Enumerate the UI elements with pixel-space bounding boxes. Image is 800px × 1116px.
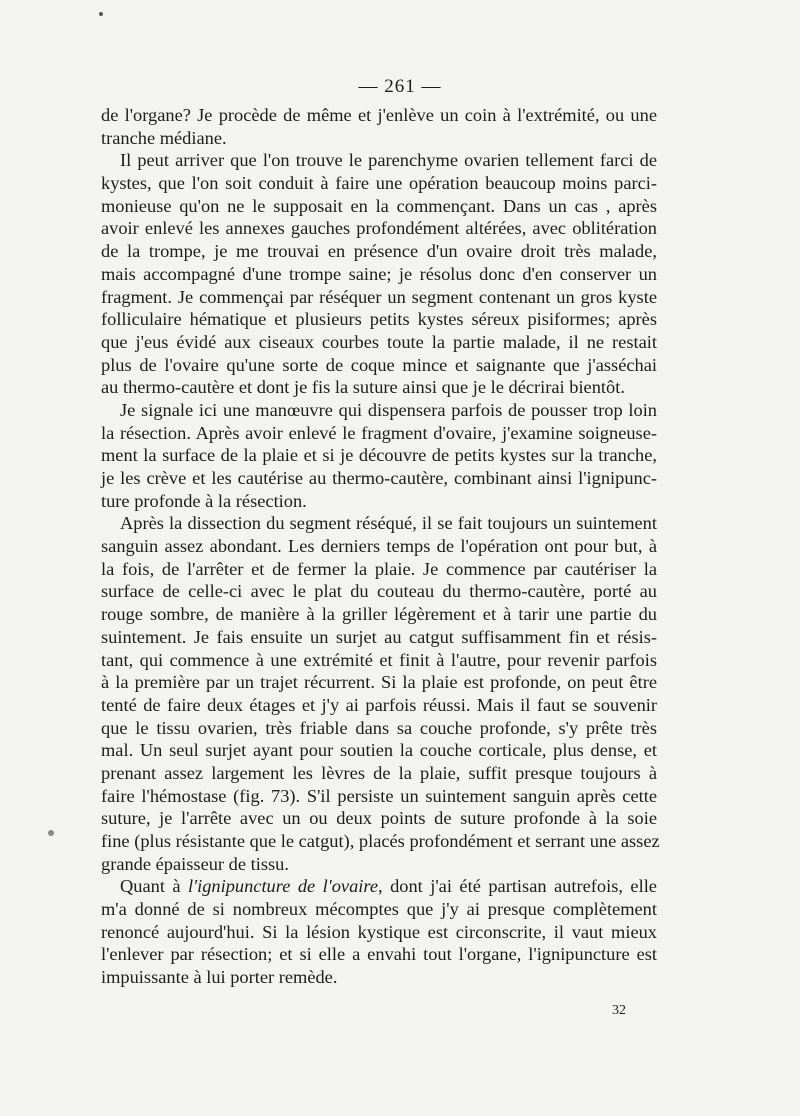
text-line: tenté de faire deux étages et j'y ai parfois réussi. Mais il faut se souvenir: [101, 694, 657, 715]
text-line: renoncé aujourd'hui. Si la lésion kystique est circonscrite, il vaut mieux: [101, 921, 657, 942]
text-line: grande épaisseur de tissu.: [101, 853, 289, 874]
text-line: m'a donné de si nombreux mécomptes que j'y ai presque complètement: [101, 899, 657, 920]
text-line: prenant assez largement les lèvres de la plaie, suffit presque toujours à: [101, 762, 657, 783]
text-line: folliculaire hématique et plusieurs petits kystes séreux pisiformes; après: [101, 309, 657, 330]
text-line: faire l'hémostase (fig. 73). S'il persiste un suintement sanguin après cette: [101, 785, 657, 806]
text-line: à la première par un trajet récurrent. Si la plaie est profonde, on peut être: [101, 672, 657, 693]
paragraph-start: Je signale ici une manœuvre qui dispensera parfois de pousser trop loin: [120, 399, 657, 420]
text-line: que le tissu ovarien, très friable dans sa couche profonde, s'y prête très: [101, 717, 657, 738]
text-line: kystes, que l'on soit conduit à faire une opération beaucoup moins parci-: [101, 173, 657, 194]
text-line: rouge sombre, de manière à la griller légèrement et à tarir une partie du: [101, 604, 657, 625]
text-line: au thermo-cautère et dont je fis la suture ainsi que je le décrirai bientôt.: [101, 377, 625, 398]
text-line: suture, je l'arrête avec un ou deux points de suture profonde à la soie: [101, 808, 657, 829]
text-line: monieuse qu'on ne le supposait en la commençant. Dans un cas , après: [101, 195, 657, 216]
text-line: fine (plus résistante que le catgut), placés profondément et serrant une assez: [101, 831, 660, 851]
text-line: avoir enlevé les annexes gauches profondément altérées, avec oblitération: [101, 218, 657, 239]
text-line: de la trompe, je me trouvai en présence d'un ovaire droit très malade,: [101, 241, 657, 262]
text-line: suintement. Je fais ensuite un surjet au catgut suffisamment fin et résis-: [101, 626, 657, 647]
paragraph-start: Après la dissection du segment réséqué, il se fait toujours un suintement: [120, 513, 657, 534]
text-line: surface de celle-ci avec le plat du couteau du thermo-cautère, porté au: [101, 581, 657, 602]
text-fragment: , dont j'ai été partisan autrefois, elle: [378, 876, 657, 897]
text-line: tranche médiane.: [101, 127, 227, 148]
paragraph-start: Il peut arriver que l'on trouve le parenchyme ovarien tellement farci de: [120, 150, 657, 171]
body-text: [101, 104, 660, 989]
text-line: ture profonde à la résection.: [101, 490, 307, 511]
text-fragment: Quant à: [120, 876, 189, 897]
ink-speck: [48, 830, 54, 836]
text-line: plus de l'ovaire qu'une sorte de coque mince et saignante que j'asséchai: [101, 354, 657, 375]
paragraph-start: [101, 875, 657, 898]
text-line: de l'organe? Je procède de même et j'enlève un coin à l'extrémité, ou une: [101, 105, 657, 125]
text-line: l'enlever par résection; et si elle a envahi tout l'organe, l'ignipuncture est: [101, 944, 657, 965]
text-line: ment la surface de la plaie et si je découvre de petits kystes sur la tranche,: [101, 445, 657, 466]
text-line: fragment. Je commençai par réséquer un segment contenant un gros kyste: [101, 286, 657, 307]
text-line: la fois, de l'arrêter et de fermer la plaie. Je commence par cautériser la: [101, 558, 657, 579]
text-line: mais accompagné d'une trompe saine; je résolus donc d'en conserver un: [101, 263, 657, 284]
text-line: tant, qui commence à une extrémité et finit à l'autre, pour revenir parfois: [101, 649, 657, 670]
italic-phrase: l'ignipuncture de l'ovaire: [188, 876, 379, 897]
text-line: mal. Un seul surjet ayant pour soutien la couche corticale, plus dense, et: [101, 740, 657, 761]
text-line: impuissante à lui porter remède.: [101, 967, 338, 988]
text-line: la résection. Après avoir enlevé le fragment d'ovaire, j'examine soigneuse-: [101, 422, 657, 443]
signature-mark: 32: [612, 1003, 626, 1018]
text-line: je les crève et les cautérise au thermo-cautère, combinant ainsi l'ignipunc-: [101, 468, 657, 488]
ink-speck: [99, 12, 103, 16]
text-line: sanguin assez abondant. Les derniers temps de l'opération ont pour but, à: [101, 536, 657, 557]
page-number: — 261 —: [358, 76, 442, 97]
text-line: que j'eus évidé aux ciseaux courbes toute la partie malade, il ne restait: [101, 331, 657, 352]
